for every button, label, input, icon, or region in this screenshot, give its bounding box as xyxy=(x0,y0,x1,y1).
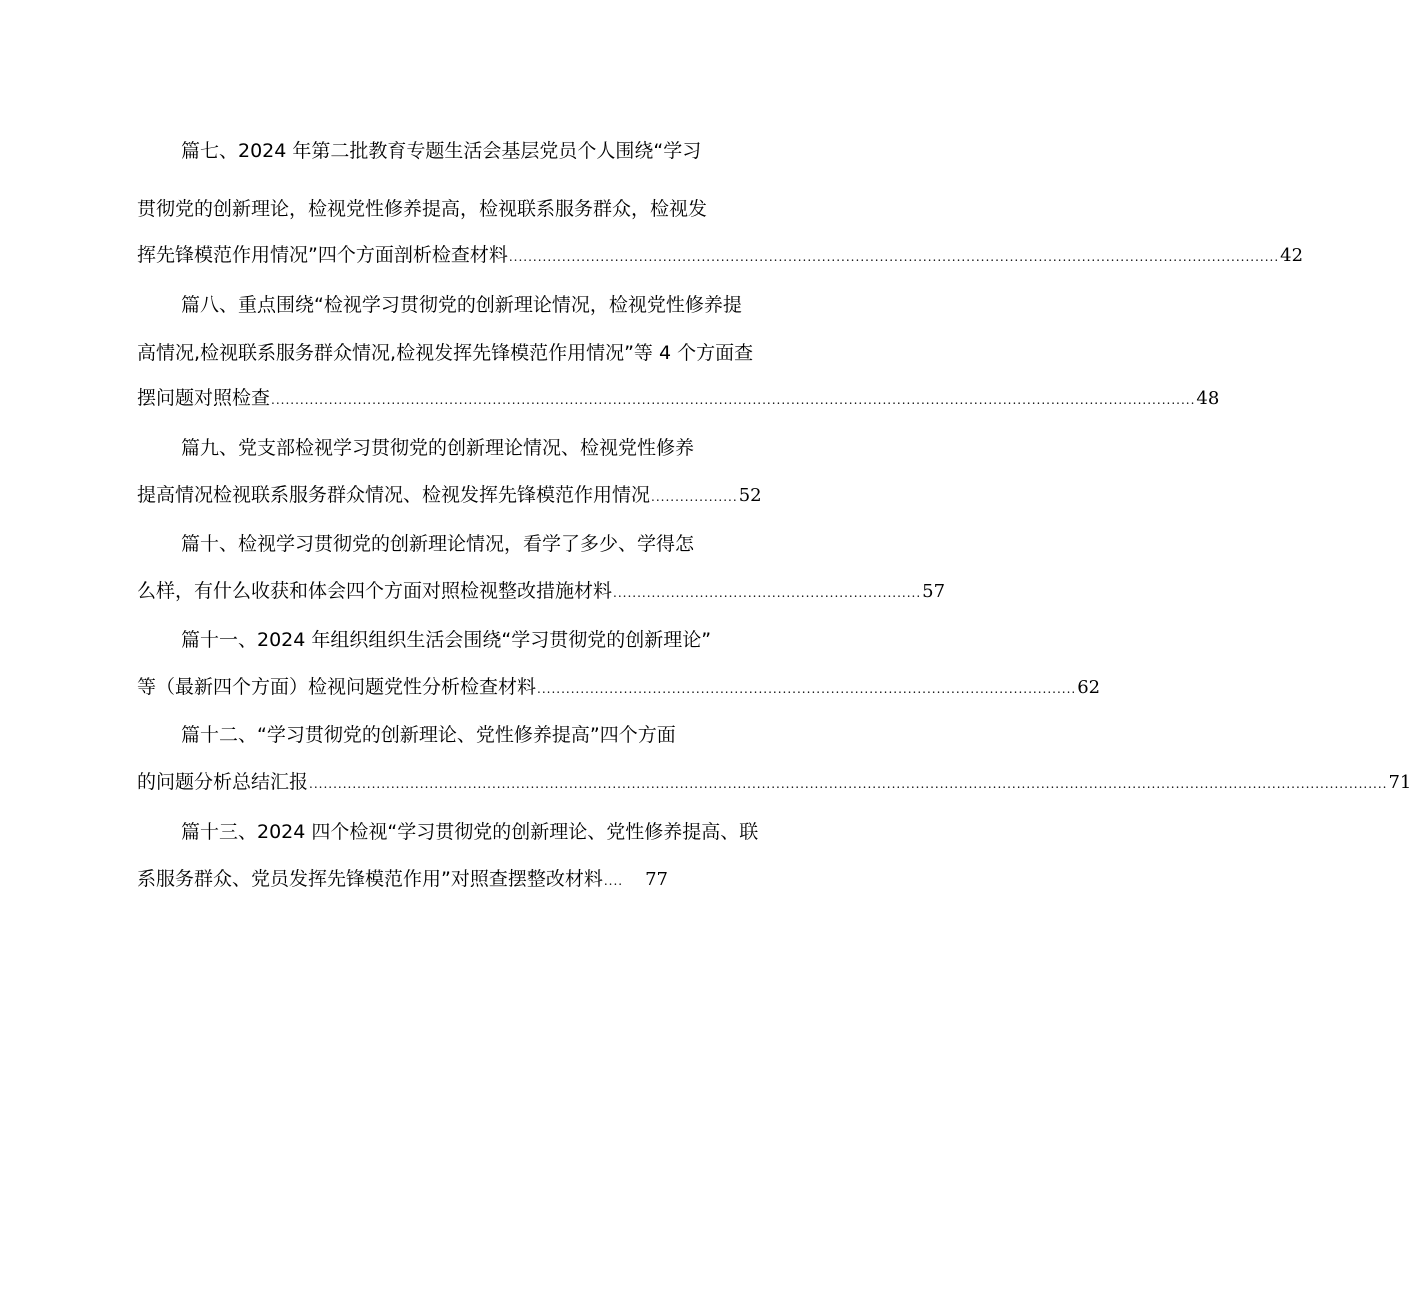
toc-entry-7-leader: ................................................................................................................................................................ xyxy=(508,250,1280,264)
toc-entry-12-line-2[interactable] xyxy=(137,769,1411,795)
toc-entry-10-line-2[interactable] xyxy=(137,578,946,604)
toc-entry-13-leader: .... xyxy=(603,874,624,888)
toc-entry-8-title-end: 摆问题对照检查 xyxy=(137,387,271,409)
toc-entry-9-line-2[interactable] xyxy=(137,482,762,508)
toc-entry-13-page-number: 77 xyxy=(645,869,668,890)
toc-entry-7-line-1: 篇七、2024 年第二批教育专题生活会基层党员个人围绕“学习 xyxy=(181,140,702,162)
toc-entry-7-line-3[interactable] xyxy=(137,242,1304,268)
toc-entry-9-page-number: 52 xyxy=(738,485,762,506)
toc-entry-10-leader: ................................................................ xyxy=(613,586,922,600)
toc-entry-13-line-1: 篇十三、2024 四个检视“学习贯彻党的创新理论、党性修养提高、联 xyxy=(181,821,759,843)
toc-entry-13-line-2[interactable] xyxy=(137,866,668,892)
toc-entry-13-title-end: 系服务群众、党员发挥先锋模范作用”对照查摆整改材料 xyxy=(137,868,603,890)
toc-entry-8-line-2: 高情况,检视联系服务群众情况,检视发挥先锋模范作用情况”等 4 个方面查 xyxy=(137,342,754,364)
toc-entry-8-line-3[interactable] xyxy=(137,385,1220,411)
toc-entry-11-title-end: 等（最新四个方面）检视问题党性分析检查材料 xyxy=(137,676,537,698)
toc-entry-7-line-2: 贯彻党的创新理论，检视党性修养提高，检视联系服务群众，检视发 xyxy=(137,198,708,220)
toc-entry-8-line-1: 篇八、重点围绕“检视学习贯彻党的创新理论情况，检视党性修养提 xyxy=(181,294,742,316)
toc-entry-7-title-end: 挥先锋模范作用情况”四个方面剖析检查材料 xyxy=(137,244,508,266)
toc-entry-9-title-end: 提高情况检视联系服务群众情况、检视发挥先锋模范作用情况 xyxy=(137,484,651,506)
toc-entry-12-line-1: 篇十二、“学习贯彻党的创新理论、党性修养提高”四个方面 xyxy=(181,724,676,746)
toc-entry-10-page-number: 57 xyxy=(922,581,946,602)
toc-entry-9-line-1: 篇九、党支部检视学习贯彻党的创新理论情况、检视党性修养 xyxy=(181,437,695,459)
toc-entry-12-leader: ................................................................................................................................................................................................................................ xyxy=(309,777,1388,791)
toc-entry-7-page-number: 42 xyxy=(1280,245,1304,266)
toc-entry-11-line-2[interactable] xyxy=(137,674,1101,700)
toc-entry-12-page-number: 71 xyxy=(1388,772,1411,793)
toc-entry-12-title-end: 的问题分析总结汇报 xyxy=(137,771,309,793)
toc-entry-8-page-number: 48 xyxy=(1196,388,1220,409)
toc-entry-10-line-1: 篇十、检视学习贯彻党的创新理论情况，看学了多少、学得怎 xyxy=(181,533,695,555)
toc-entry-10-title-end: 么样，有什么收获和体会四个方面对照检视整改措施材料 xyxy=(137,580,613,602)
toc-entry-9-leader: .................. xyxy=(651,490,738,504)
toc-entry-8-leader: ................................................................................................................................................................................................ xyxy=(271,393,1196,407)
toc-entry-11-page-number: 62 xyxy=(1077,677,1101,698)
toc-entry-11-line-1: 篇十一、2024 年组织组织生活会围绕“学习贯彻党的创新理论” xyxy=(181,629,712,651)
toc-entry-11-leader: ................................................................................................................ xyxy=(537,682,1077,696)
